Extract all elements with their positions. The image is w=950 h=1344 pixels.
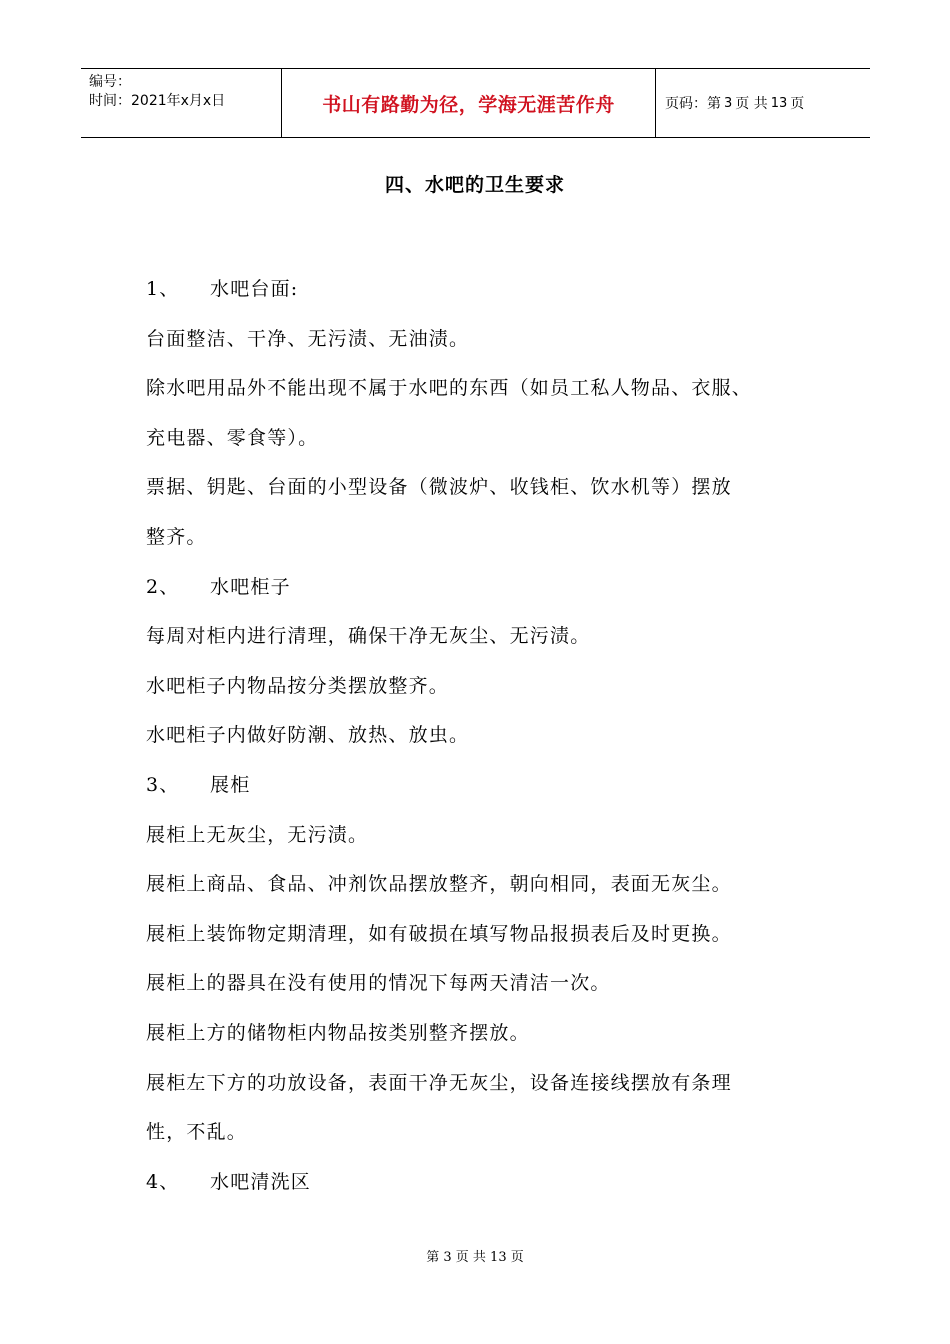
section-heading-text: 水吧柜子 xyxy=(210,576,291,598)
body-text-line xyxy=(146,324,469,351)
body-text-line xyxy=(146,820,368,847)
page-mid: 页 共 xyxy=(735,96,768,112)
header-motto: 书山有路勤为径，学海无涯苦作舟 xyxy=(322,93,615,116)
line-text: 整齐。 xyxy=(146,526,207,548)
line-text: 每周对柜内进行清理，确保干净无灰尘、无污渍。 xyxy=(146,625,591,647)
section-heading xyxy=(146,572,291,599)
line-text: 充电器、零食等）。 xyxy=(146,427,319,449)
item-number: 1、 xyxy=(146,278,180,300)
line-text: 水吧柜子内物品按分类摆放整齐。 xyxy=(146,675,450,697)
body-text-line xyxy=(146,1117,247,1144)
line-text: 票据、钥匙、台面的小型设备（微波炉、收钱柜、饮水机等）摆放 xyxy=(146,476,732,498)
section-heading-text: 水吧台面: xyxy=(210,278,299,300)
page-current: 3 xyxy=(724,95,733,111)
body-text-line xyxy=(146,423,318,450)
body-text-line xyxy=(146,522,207,549)
line-text: 展柜上无灰尘，无污渍。 xyxy=(146,824,369,846)
line-text: 水吧柜子内做好防潮、放热、放虫。 xyxy=(146,724,470,746)
header-info-cell xyxy=(81,69,282,137)
item-number: 2、 xyxy=(146,576,180,598)
section-heading-text: 水吧清洗区 xyxy=(210,1171,312,1193)
page-total: 13 xyxy=(770,95,788,111)
line-text: 台面整洁、干净、无污渍、无油渍。 xyxy=(146,328,470,350)
item-number: 3、 xyxy=(146,774,180,796)
body-text-line xyxy=(146,621,590,648)
line-text: 展柜上方的储物柜内物品按类别整齐摆放。 xyxy=(146,1022,530,1044)
body-text-line xyxy=(146,472,732,499)
body-text-line xyxy=(146,671,449,698)
header-page-cell xyxy=(656,69,870,137)
document-date: 时间：2021年x月x日 xyxy=(89,93,226,109)
document-number-label: 编号： xyxy=(89,74,131,90)
section-title: 四、水吧的卫生要求 xyxy=(384,174,565,196)
line-text: 展柜上商品、食品、冲剂饮品摆放整齐，朝向相同，表面无灰尘。 xyxy=(146,873,732,895)
section-heading xyxy=(146,1167,311,1194)
section-heading xyxy=(146,274,298,301)
item-number: 4、 xyxy=(146,1171,180,1193)
page-header xyxy=(81,68,870,138)
section-heading xyxy=(146,770,250,797)
body-text-line xyxy=(146,373,752,400)
page-suffix: 页 xyxy=(790,96,805,112)
header-motto-cell xyxy=(282,69,656,137)
line-text: 除水吧用品外不能出现不属于水吧的东西（如员工私人物品、衣服、 xyxy=(146,377,753,399)
line-text: 展柜上的器具在没有使用的情况下每两天清洁一次。 xyxy=(146,972,611,994)
section-heading-text: 展柜 xyxy=(210,774,251,796)
line-text: 展柜左下方的功放设备，表面干净无灰尘，设备连接线摆放有条理 xyxy=(146,1072,732,1094)
body-text-line xyxy=(146,1018,530,1045)
body-text-line xyxy=(146,720,469,747)
page-prefix: 页码：第 xyxy=(665,96,721,112)
body-text-line xyxy=(146,968,611,995)
body-text-line xyxy=(146,869,732,896)
body-text-line xyxy=(146,919,732,946)
line-text: 性，不乱。 xyxy=(146,1121,248,1143)
line-text: 展柜上装饰物定期清理，如有破损在填写物品报损表后及时更换。 xyxy=(146,923,732,945)
body-text-line xyxy=(146,1068,732,1095)
page-footer: 第 3 页 共 13 页 xyxy=(426,1250,524,1265)
